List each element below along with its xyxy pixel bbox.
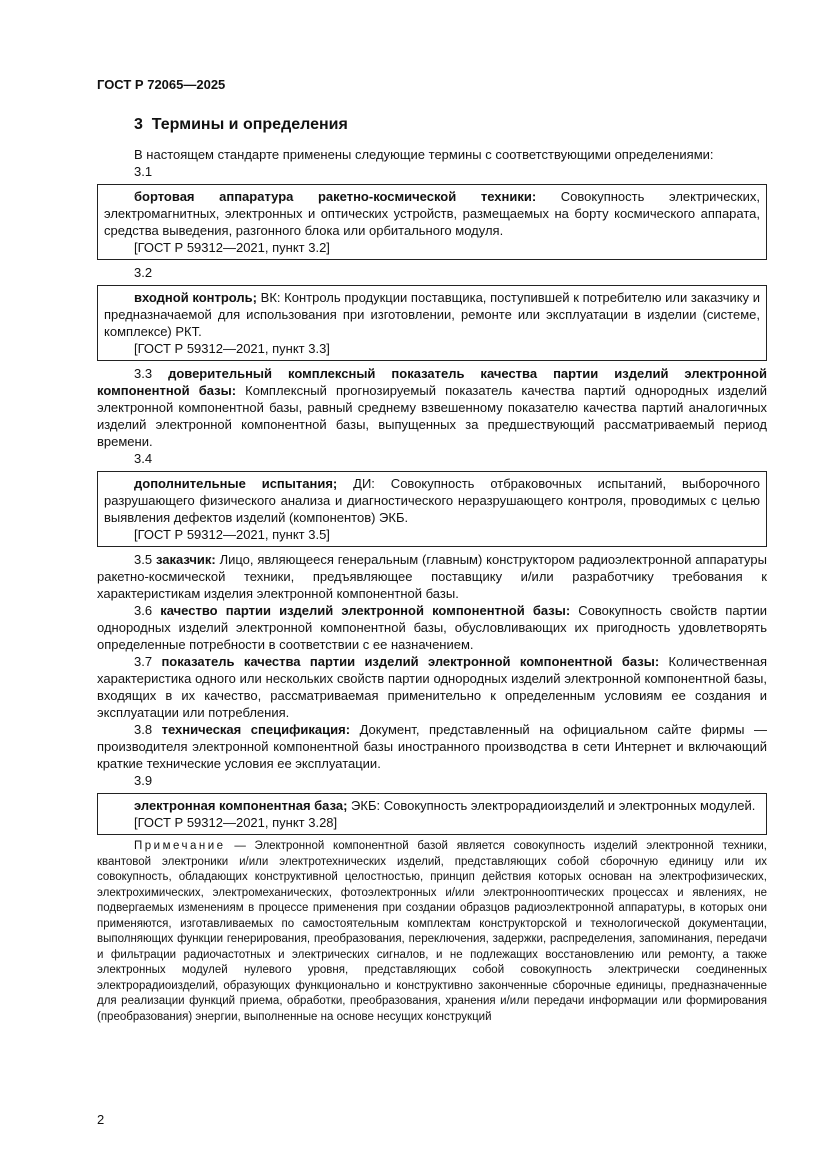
term-definition: бортовая аппаратура ракетно-космической техники: Совокупность электрических, электромагнитных, электронных и оптических устройств, размещаемых на борту космического аппарата, средства выведения, разгонного блока или орбитального модуля. <box>104 189 760 238</box>
note-label: Примечание <box>134 840 226 852</box>
term-name: заказчик: <box>155 552 216 567</box>
term-name: доверительный комплексный показатель качества партии изделий электронной компонентной базы: <box>97 366 767 398</box>
term-reference: [ГОСТ Р 59312—2021, пункт 3.3] <box>134 341 330 356</box>
section-heading <box>134 116 348 134</box>
term-definition: входной контроль; ВК: Контроль продукции поставщика, поступившей к потребителю или заказчику и предназначаемой для использования при изготовлении, ремонте или эксплуатации в изделии (системе, комплексе) РКТ. <box>104 290 760 339</box>
term-paragraph: 3.7 показатель качества партии изделий электронной компонентной базы: Количественная характеристика одного или нескольких свойств партии однородных изделий электронной компонентной базы, входящих в их качество, рассматриваемая применительно к определенным условиям ее создания и эксплуатации или потребления. <box>97 654 767 720</box>
intro-paragraph: В настоящем стандарте применены следующие термины с соответствующими определениями: <box>134 147 714 162</box>
term-name: электронная компонентная база; <box>134 798 348 813</box>
term-paragraph: 3.3 доверительный комплексный показатель качества партии изделий электронной компонентной базы: Комплексный прогнозируемый показатель качества партий однородных изделий электронной компонентной базы, равный среднему взвешенному показателю качества партий аналогичных изделий электронной компонентной базы, выпущенных за предшествующий рассматриваемый период времени. <box>97 366 767 449</box>
section-title: Термины и определения <box>151 116 348 133</box>
term-name: дополнительные испытания; <box>134 476 338 491</box>
term-paragraph: 3.5 заказчик: Лицо, являющееся генеральным (главным) конструктором радиоэлектронной аппаратуры ракетно-космической техники, предъявляющее поставщику и/или разработчику требования к характеристикам изделия электронной компонентной базы. <box>97 552 767 601</box>
term-name: входной контроль; <box>134 290 257 305</box>
term-reference: [ГОСТ Р 59312—2021, пункт 3.28] <box>134 815 338 830</box>
term-number: 3.1 <box>134 164 153 179</box>
term-definition: электронная компонентная база; ЭКБ: Совокупность электрорадиоизделий и электронных модулей. <box>134 798 756 813</box>
term-box <box>97 184 767 260</box>
term-number: 3.9 <box>134 773 153 788</box>
term-number: 3.2 <box>134 265 153 280</box>
term-name: качество партии изделий электронной компонентной базы: <box>160 603 571 618</box>
term-name: бортовая аппаратура ракетно-космической техники: <box>134 189 537 204</box>
document-body <box>97 146 767 1025</box>
term-reference: [ГОСТ Р 59312—2021, пункт 3.2] <box>134 240 330 255</box>
term-box <box>97 471 767 547</box>
term-paragraph: 3.8 техническая спецификация: Документ, представленный на официальном сайте фирмы — производителя электронной компонентной базы иностранного производства в сети Интернет и включающий краткие технические условия ее эксплуатации. <box>97 722 767 771</box>
term-definition: дополнительные испытания; ДИ: Совокупность отбраковочных испытаний, выборочного разрушающего физического анализа и диагностического неразрушающего контроля, проводимых с целью выявления дефектов изделий (компонентов) ЭКБ. <box>104 476 760 525</box>
document-header: ГОСТ Р 72065—2025 <box>97 77 226 92</box>
note-paragraph: Примечание — Электронной компонентной базой является совокупность изделий электронной техники, квантовой электроники и/или электротехнических изделий, представляющих собой сборочную единицу или их совокупность, обладающих конструктивной целостностью, принцип действия которых основан на электрофизических, электрохимических, электромеханических, фотоэлектронных и/или электроннооптических процессах и явлениях, не подвергаемых изменениям в процессе применения при создании образцов радиоэлектронной аппаратуры, в которых они применяются, изготавливаемых по самостоятельным комплектам конструкторской и технологической документации, выполняющих функции генерирования, преобразования, переключения, задержки, распределения, запоминания, передачи и фильтрации радиочастотных и электрических сигналов, и не подлежащих восстановлению или ремонту, а также электронных модулей нулевого уровня, представляющих собой совокупность электрически соединенных электрорадиоизделий, образующих функционально и конструктивно законченные сборочные единицы, предназначенные для реализации функций приема, обработки, преобразования, хранения и/или передачи информации или формирования (преобразования) энергии, выполненные на основе несущих конструкций <box>97 840 767 1023</box>
term-reference: [ГОСТ Р 59312—2021, пункт 3.5] <box>134 527 330 542</box>
term-name: техническая спецификация: <box>161 722 351 737</box>
term-name: показатель качества партии изделий электронной компонентной базы: <box>161 654 660 669</box>
term-box <box>97 285 767 361</box>
section-number: 3 <box>134 116 143 133</box>
term-paragraph: 3.6 качество партии изделий электронной компонентной базы: Совокупность свойств партии однородных изделий электронной компонентной базы, обусловливающих их пригодность удовлетворять определенные потребности в соответствии с ее назначением. <box>97 603 767 652</box>
page-number: 2 <box>97 1112 105 1127</box>
term-box <box>97 793 767 835</box>
note-block <box>97 839 767 1025</box>
term-number: 3.4 <box>134 451 153 466</box>
